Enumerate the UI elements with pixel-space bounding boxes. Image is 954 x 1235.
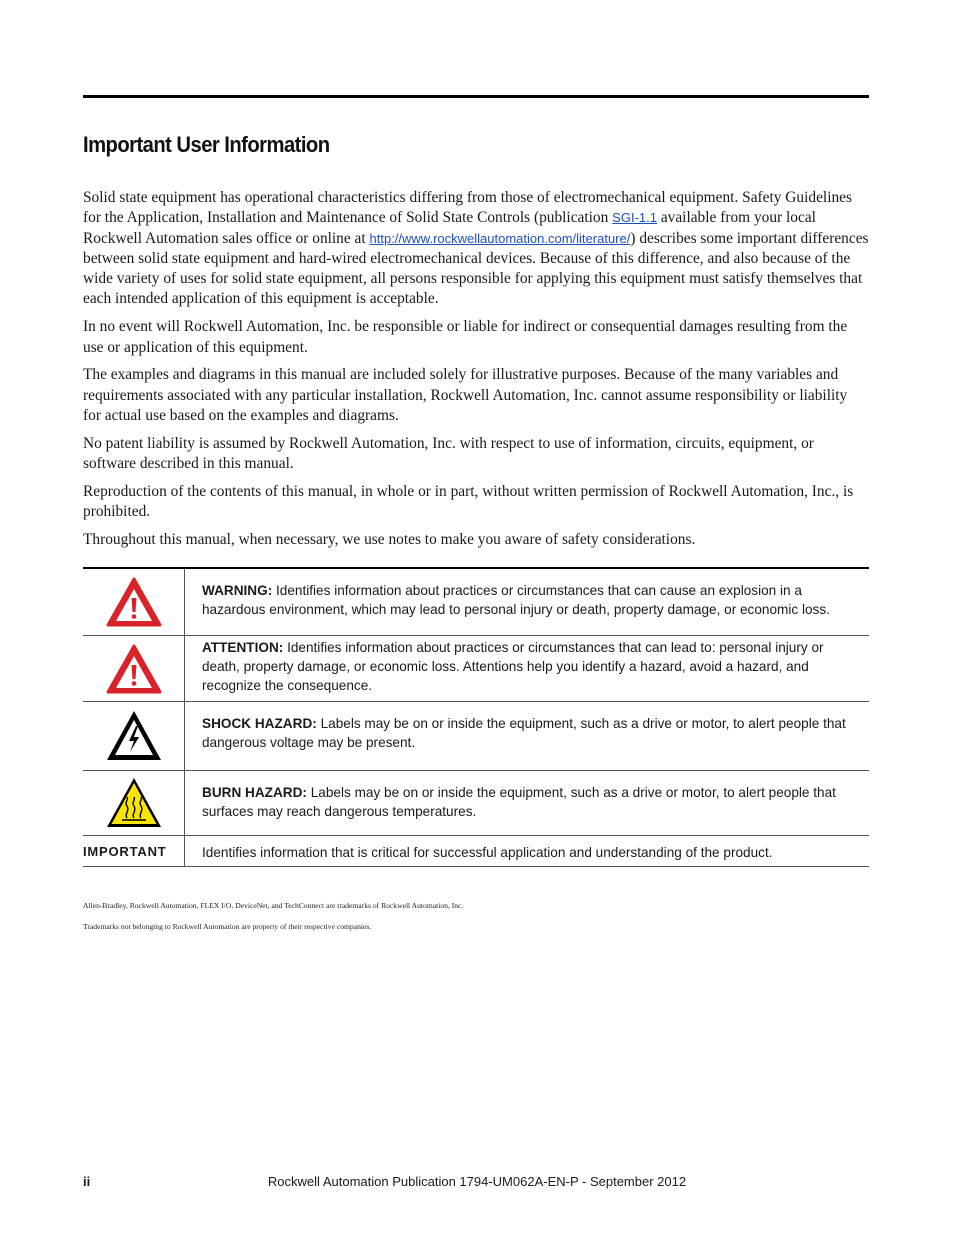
attention-triangle-icon (105, 643, 163, 695)
important-label: IMPORTANT (83, 836, 185, 866)
intro-paragraph-3: The examples and diagrams in this manual are included solely for illustrative purposes. Because of the many variables and requirements associated with any particular installation, Rockwell Automation, Inc. cannot assume responsibility or liability for actual use based on the examples and diagrams. (83, 366, 848, 424)
trademark-line-2: Trademarks not belonging to Rockwell Automation are property of their respective companies. (83, 922, 372, 931)
page-title: Important User Information (83, 132, 330, 157)
safety-notice-table (83, 567, 869, 867)
attention-label: ATTENTION: (202, 640, 284, 655)
shock-hazard-label: SHOCK HAZARD: (202, 716, 317, 731)
intro-paragraph-4: No patent liability is assumed by Rockwell Automation, Inc. with respect to use of information, circuits, equipment, or software described in this manual. (83, 434, 814, 473)
important-row (83, 836, 869, 867)
shock-hazard-row (83, 702, 869, 771)
footer-page-number: ii (83, 1174, 91, 1189)
intro-paragraph-6: Throughout this manual, when necessary, we use notes to make you aware of safety considerations. (83, 530, 696, 548)
literature-link[interactable]: http://www.rockwellautomation.com/literature/ (369, 230, 631, 246)
burn-hazard-icon (105, 776, 163, 830)
intro-paragraph-5: Reproduction of the contents of this manual, in whole or in part, without written permission of Rockwell Automation, Inc., is prohibited. (83, 482, 854, 521)
intro-paragraph-2: In no event will Rockwell Automation, Inc. be responsible or liable for indirect or consequential damages resulting from the use or application of this equipment. (83, 318, 848, 356)
warning-label: WARNING: (202, 583, 273, 598)
intro-body (83, 188, 869, 558)
burn-hazard-text: Labels may be on or inside the equipment, such as a drive or motor, to alert people that surfaces may reach dangerous temperatures. (202, 785, 836, 819)
warning-row (83, 569, 869, 636)
attention-text: Identifies information about practices or circumstances that can lead to: personal injury or death, property damage, or economic loss. Attentions help you identify a hazard, avoid a hazard, and recognize the consequence. (202, 640, 824, 693)
trademark-line-1: Allen-Bradley, Rockwell Automation, FLEX I/O, DeviceNet, and TechConnect are trademarks of Rockwell Automation, Inc. (83, 901, 464, 910)
shock-hazard-text: Labels may be on or inside the equipment, such as a drive or motor, to alert people that dangerous voltage may be present. (202, 716, 846, 750)
attention-row (83, 636, 869, 702)
warning-triangle-icon (105, 576, 163, 628)
sgi-link[interactable]: SGI-1.1 (612, 210, 657, 226)
shock-hazard-icon (105, 709, 163, 763)
burn-hazard-label: BURN HAZARD: (202, 785, 307, 800)
warning-text: Identifies information about practices or circumstances that can cause an explosion in a hazardous environment, which may lead to personal injury or death, property damage, or economic loss. (202, 583, 830, 617)
intro-paragraph-1: Solid state equipment has operational characteristics differing from those of electromechanical equipment. Safety Guidelines for the Application, Installation and Maintenance of Solid State Controls (publication SGI-1.1 available from your local Rockwell Automation sales office or online at http://www.rockwellautomation.com/literature/) describes some important differences between solid state equipment and hard-wired electromechanical devices. Because of this difference, and also because of the wide variety of uses for solid state equipment, all persons responsible for applying this equipment must satisfy themselves that each intended application of this equipment is acceptable. (83, 189, 869, 308)
top-rule (83, 95, 869, 98)
burn-hazard-row (83, 771, 869, 836)
important-text: Identifies information that is critical for successful application and understanding of the product. (202, 845, 773, 860)
footer-publication: Rockwell Automation Publication 1794-UM062A-EN-P - September 2012 (267, 1174, 687, 1189)
